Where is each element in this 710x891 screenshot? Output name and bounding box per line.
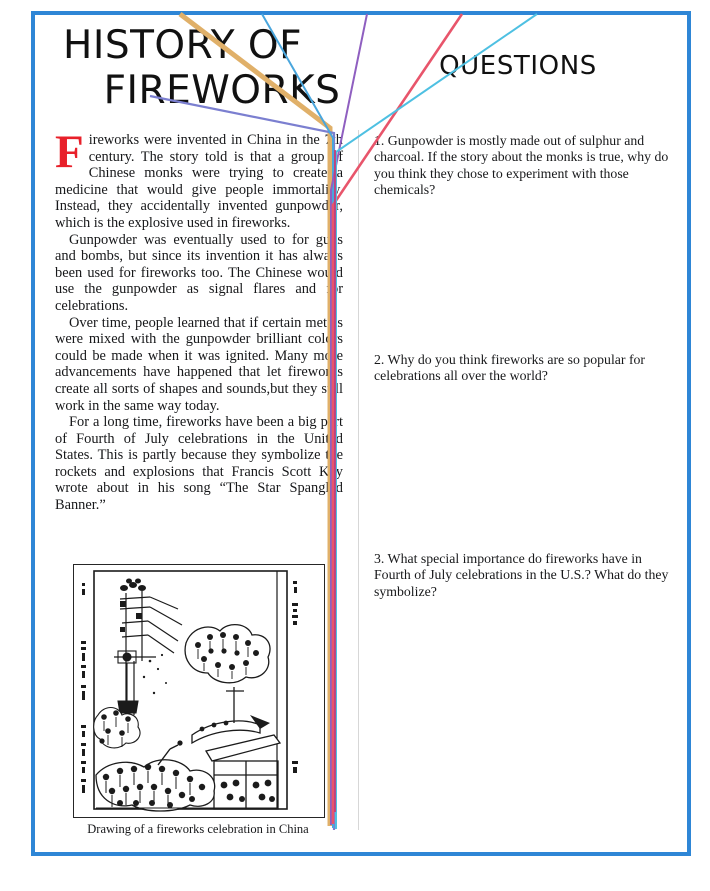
article-column — [55, 126, 343, 514]
figure-block — [73, 564, 323, 837]
chinese-fireworks-woodblock-illustration — [73, 564, 325, 818]
article-paragraph-3: Over time, people learned that if certain metals were mixed with the gunpowder brilliant colors could be made when it was ignited. Many more advancements have happened that let fireworks create all sorts of shapes and sounds,but they still work in the same way today. — [55, 314, 343, 414]
questions-column — [355, 15, 687, 852]
drop-cap: F — [55, 126, 84, 178]
question-2: 2. Why do you think fireworks are so popular for celebrations all over the world? — [374, 352, 646, 384]
question-1: 1. Gunpowder is mostly made out of sulphur and charcoal. If the story about the monks is true, why do you think they chose to experiment with those chemicals? — [374, 133, 669, 198]
question-3: 3. What special importance do fireworks have in Fourth of July celebrations in the U.S.? What do they symbolize? — [374, 551, 669, 599]
questions-heading: QUESTIONS — [439, 51, 597, 81]
page-content — [35, 15, 687, 852]
article-paragraph-2: Gunpowder was eventually used to for guns and bombs, but since its invention it has always been used for fireworks too. The Chinese would use the gunpowder as signal flares and for celebrations. — [55, 231, 343, 314]
figure-caption: Drawing of a fireworks celebration in China — [87, 822, 309, 836]
page-title — [63, 23, 363, 113]
article-paragraph-1-text: ireworks were invented in China in the 7th century. The story told is that a group of Chinese monks were trying to create a medicine that would give people immortality. Instead, they accidentally invented gunpowder, which is the explosive used in fireworks. — [55, 132, 343, 231]
column-divider — [358, 130, 359, 830]
article-paragraph-1 — [55, 126, 343, 232]
title-line-2: FIREWORKS — [103, 68, 341, 113]
illustration-svg — [74, 565, 324, 817]
article-paragraph-4: For a long time, fireworks have been a big part of Fourth of July celebrations in the United States. This is partly because they symbolize the rockets and explosions that Francis Scott Key wrote about in his song “The Star Spangled Banner.” — [55, 414, 343, 514]
title-line-1: HISTORY OF — [63, 23, 303, 68]
